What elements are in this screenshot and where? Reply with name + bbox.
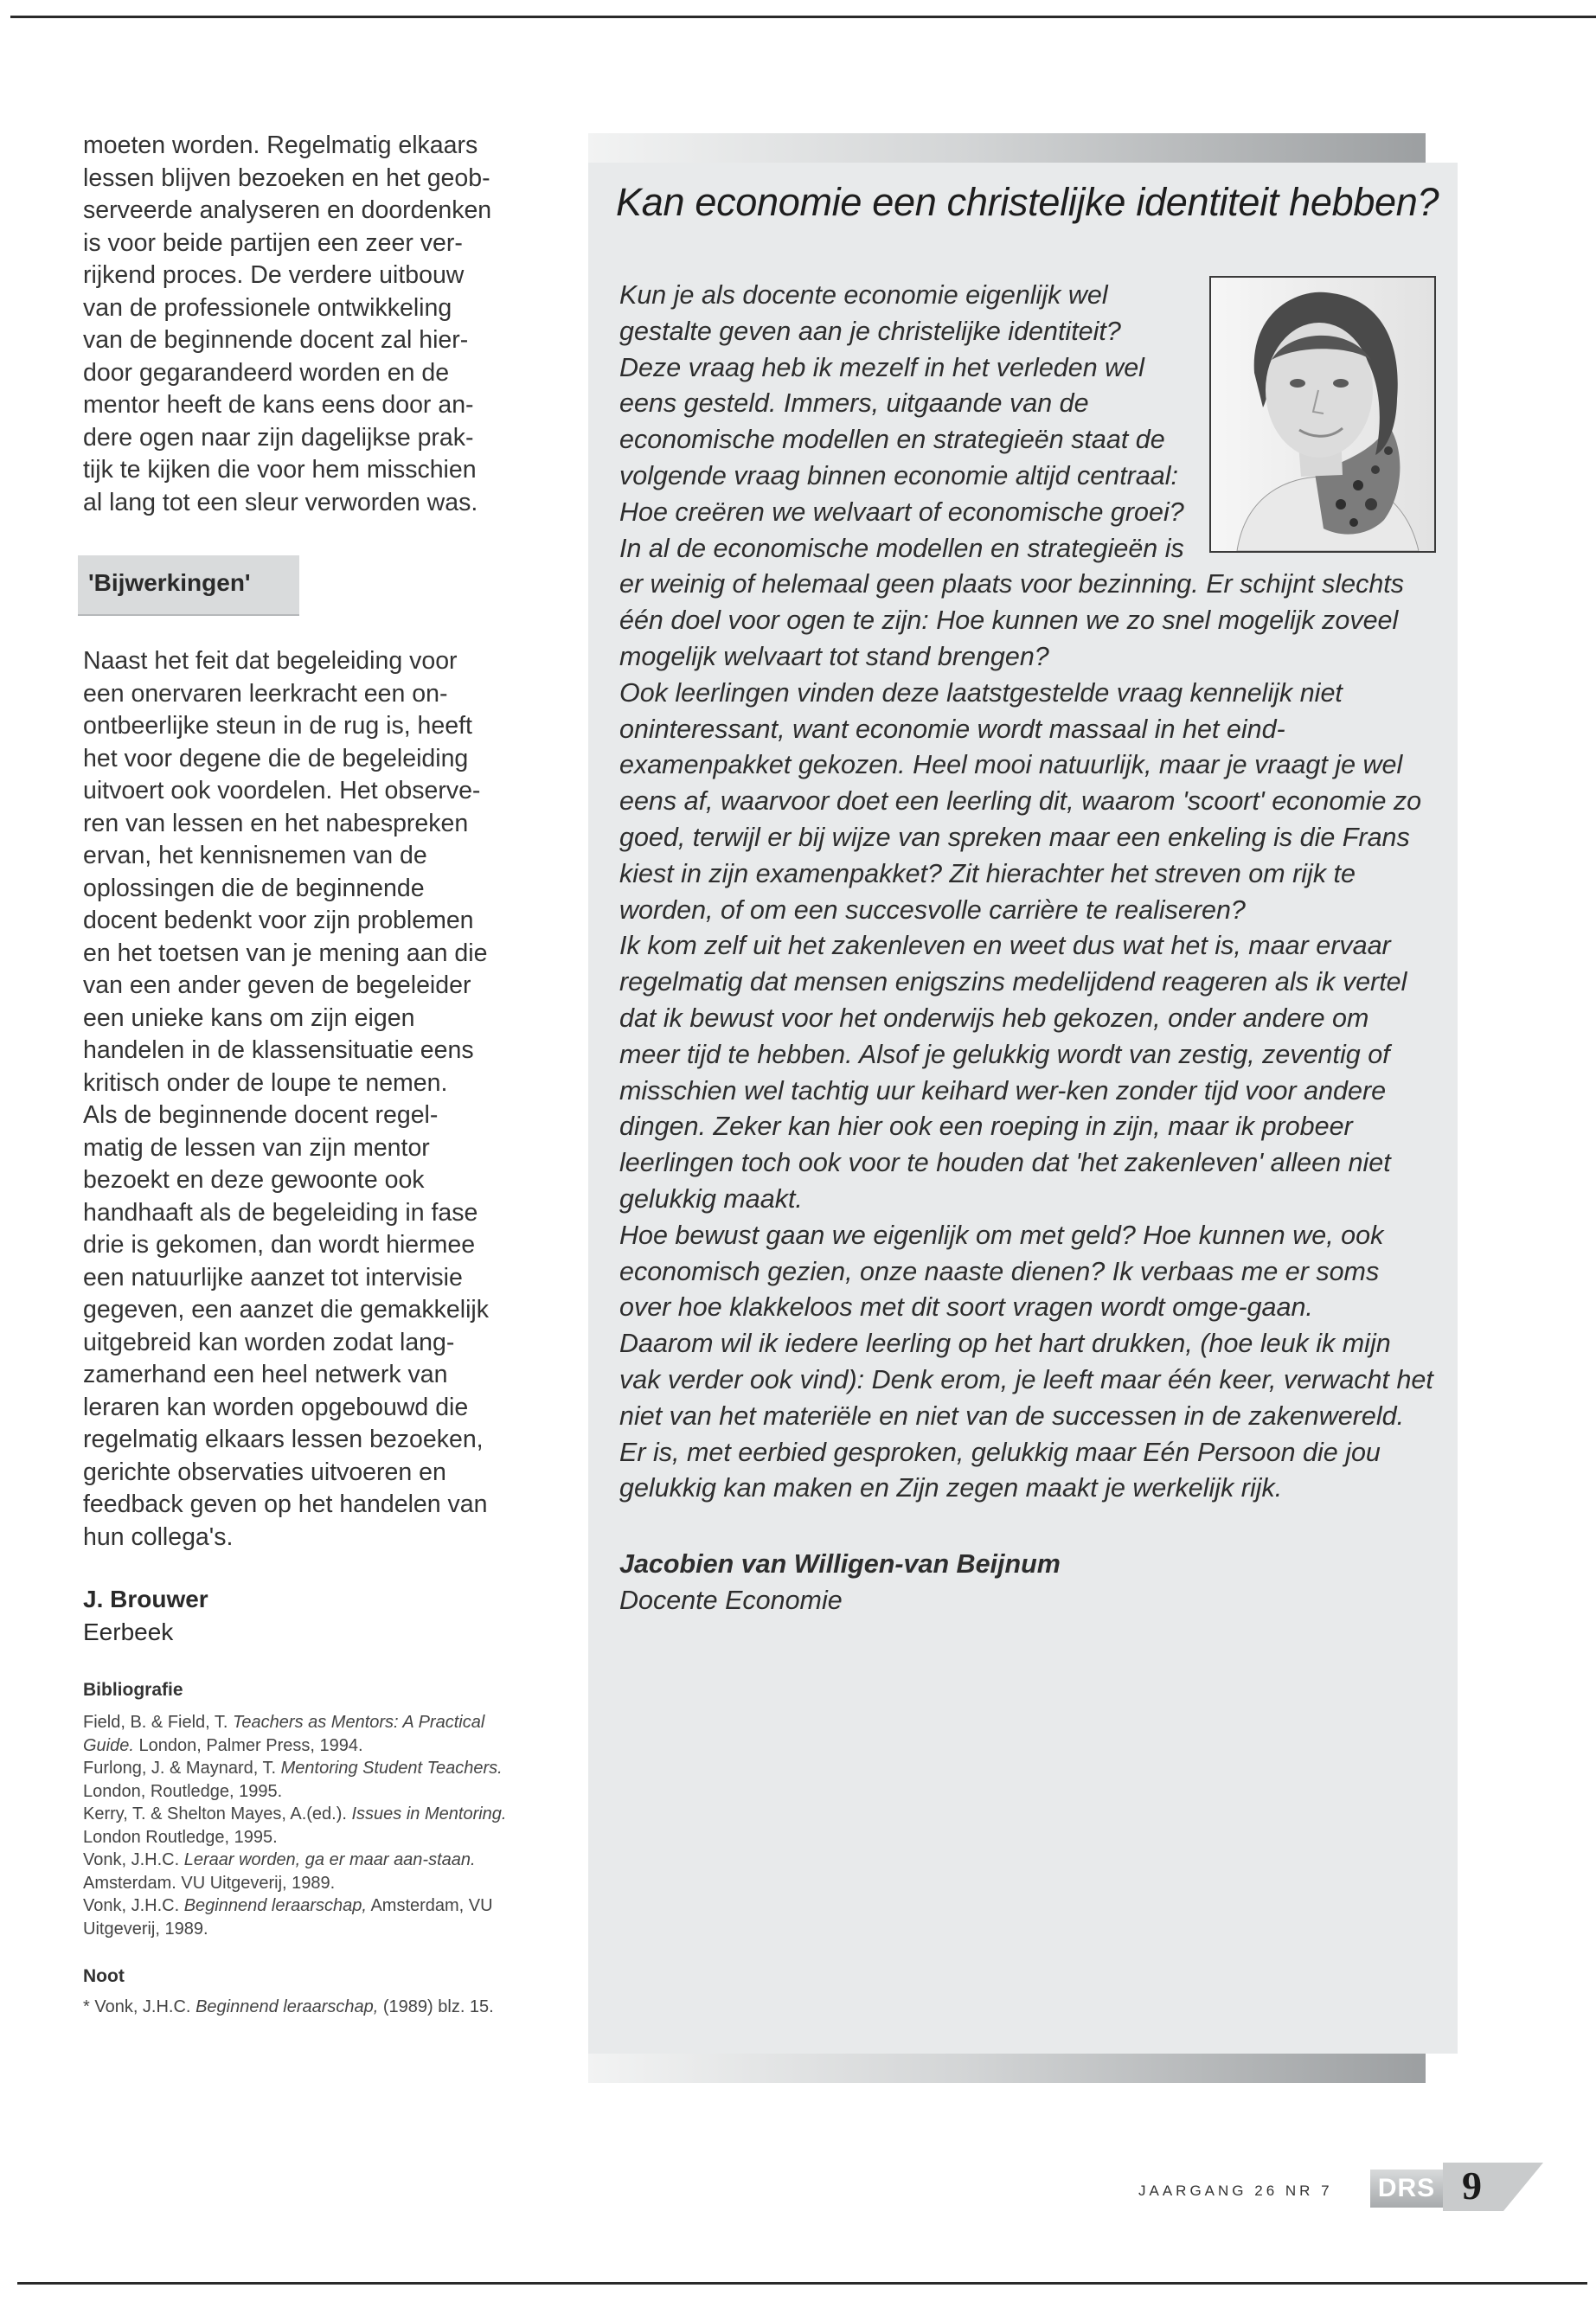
text-line: Als de beginnende docent regel- [83,1101,439,1129]
text-line: moeten worden. Regelmatig elkaars [83,131,478,159]
box-paragraph-1: Kun je als docente economie eigenlijk wel gestalte geven aan je christelijke identiteit? Deze vraag heb ik mezelf in het verleden wel eens gesteld. Immers, uitgaande van de economische modellen en strategieën staat de volgende vraag binnen economie altijd centraal: Hoe creëren we welvaart of economische groei? In al de economische modellen en strategieën is er weinig of helemaal geen plaats voor bezinning. Er schijnt slechts één doel voor ogen te zijn: Hoe kunnen we zo snel mogelijk zoveel mogelijk welvaart tot stand brengen? [619,280,1405,671]
note-text: * Vonk, J.H.C. Beginnend leraarschap, (1989) blz. 15. [83,1997,494,2016]
section-heading-box [78,555,299,614]
box-bottom-bar [588,2054,1426,2083]
box-signature-role: Docente Economie [619,1585,843,1615]
text-line: serveerde analyseren en doordenken [83,196,492,224]
author-place: Eerbeek [83,1618,174,1645]
text-line: van de professionele ontwikkeling [83,293,452,322]
author-signature [83,1583,524,1649]
box-title: Kan economie een christelijke identiteit hebben? [616,180,1439,224]
author-name: J. Brouwer [83,1586,208,1612]
text-line: een unieke kans om zijn eigen [83,1003,415,1032]
portrait-image [1211,278,1434,551]
page-border-bottom [17,2282,1587,2285]
text-line: al lang tot een sleur verworden was. [83,488,478,516]
text-line: en het toetsen van je mening aan die [83,939,488,967]
box-paragraph-3: Ik kom zelf uit het zakenleven en weet dus wat het is, maar ervaar regelmatig dat mensen enigszins medelijdend reageren als ik vertel dat ik bewust voor het onderwijs heb gekozen, onder andere om meer tijd te hebben. Alsof je gelukkig wordt van zestig, zeventig of misschien wel tachtig uur keihard wer-ken zonder tijd voor andere dingen. Zeker kan hier ook een roeping in zijn, maar ik probeer leerlingen toch ook voor te houden dat 'het zakenleven' alleen niet gelukkig maakt. [619,931,1407,1214]
note-heading: Noot [83,1966,125,1986]
text-line: mentor heeft de kans eens door an- [83,391,474,419]
bibliography-entry: Kerry, T. & Shelton Mayes, A.(ed.). Issues in Mentoring. London Routledge, 1995. [83,1804,507,1847]
bibliography-entry: Vonk, J.H.C. Leraar worden, ga er maar aan-staan. Amsterdam. VU Uitgeverij, 1989. [83,1850,476,1893]
box-text [619,278,1436,1619]
box-paragraph-5: Daarom wil ik iedere leerling op het hart drukken, (hoe leuk ik mijn vak verder ook vind): Denk erom, je leeft maar één keer, verwacht het niet van het materiële en niet van de successen in de zakenwereld. Er is, met eerbied gesproken, gelukkig maar Eén Persoon die jou gelukkig kan maken en Zijn zegen maakt je werkelijk rijk. [619,1329,1433,1503]
text-line: hun collega's. [83,1522,234,1551]
author-photo [1209,276,1436,553]
page-number: 9 [1462,2163,1482,2208]
text-line: matig de lessen van zijn mentor [83,1133,430,1162]
text-line: uitvoert ook voordelen. Het observe- [83,777,481,804]
text-line: docent bedenkt voor zijn problemen [83,907,474,934]
text-line: feedback geven op het handelen van [83,1490,488,1518]
text-line: door gegarandeerd worden en de [83,358,450,387]
text-line: gerichte observaties uitvoeren en [83,1458,446,1486]
text-line: dere ogen naar zijn dagelijkse prak- [83,423,474,452]
bibliography-entry: Furlong, J. & Maynard, T. Mentoring Student Teachers. London, Routledge, 1995. [83,1759,503,1801]
box-signature-name: Jacobien van Willigen-van Beijnum [619,1549,1061,1580]
text-line: handhaaft als de begeleiding in fase [83,1198,478,1227]
text-line: ervan, het kennisnemen van de [83,842,427,869]
section-heading: 'Bijwerkingen' [88,569,251,596]
text-line: drie is gekomen, dan wordt hiermee [83,1231,476,1259]
page-border-top [10,16,1596,18]
text-line: oplossingen die de beginnende [83,874,425,902]
box-top-bar [588,133,1426,163]
box-paragraph-4: Hoe bewust gaan we eigenlijk om met geld? Hoe kunnen we, ook economisch gezien, onze naaste dienen? Ik verbaas me er soms over hoe klakkeloos met dit soort vragen wordt omge-gaan. [619,1220,1384,1323]
text-line: ontbeerlijke steun in de rug is, heeft [83,712,472,740]
text-line: lessen blijven bezoeken en het geob- [83,163,490,192]
text-line: is voor beide partijen een zeer ver- [83,228,463,257]
text-line: bezoekt en deze gewoonte ook [83,1166,425,1194]
text-line: gegeven, een aanzet die gemakkelijk [83,1296,489,1324]
text-line: kritisch onder de loupe te nemen. [83,1068,448,1097]
text-line: tijk te kijken die voor hem misschien [83,456,477,484]
text-line: uitgebreid kan worden zodat lang- [83,1328,455,1356]
box-signature [619,1547,1436,1619]
sidebar-box [588,163,1458,2054]
text-line: ren van lessen en het nabespreken [83,809,469,837]
text-line: handelen in de klassensituatie eens [83,1036,474,1064]
footer-tab [1503,2163,1543,2211]
bibliography-heading: Bibliografie [83,1680,183,1700]
text-line: van een ander geven de begeleider [83,971,471,999]
text-line: zamerhand een heel netwerk van [83,1361,448,1388]
bibliography-list [83,1711,524,1940]
box-paragraph-2: Ook leerlingen vinden deze laatstgestelde vraag kennelijk niet oninteressant, want economie wordt massaal in het eind-examenpakket gekozen. Heel mooi natuurlijk, maar je vraagt je wel eens af, waarvoor doet een leerling dit, waarom 'scoort' economie zo goed, terwijl er bij wijze van spreken maar een enkeling is die Frans kiest in zijn examenpakket? Zit hierachter het streven om rijk te worden, of om een succesvolle carrière te realiseren? [619,677,1422,925]
bibliography-entry: Field, B. & Field, T. Teachers as Mentors: A Practical Guide. London, Palmer Press, 1994. [83,1713,485,1755]
left-column [83,130,524,2019]
text-line: het voor degene die de begeleiding [83,744,469,772]
footer-issue-info: JAARGANG 26 NR 7 [1138,2182,1333,2199]
text-line: van de beginnende docent zal hier- [83,326,469,354]
text-line: een onervaren leerkracht een on- [83,679,448,708]
footer-logo: DRS [1370,2170,1443,2208]
text-line: regelmatig elkaars lessen bezoeken, [83,1426,484,1453]
intro-paragraph [83,130,524,519]
text-line: leraren kan worden opgebouwd die [83,1393,469,1421]
text-line: Naast het feit dat begeleiding voor [83,647,458,675]
text-line: een natuurlijke aanzet tot intervisie [83,1263,463,1292]
section-paragraph [83,645,524,1554]
text-line: rijkend proces. De verdere uitbouw [83,261,465,289]
bibliography-entry: Vonk, J.H.C. Beginnend leraarschap, Amsterdam, VU Uitgeverij, 1989. [83,1896,493,1939]
